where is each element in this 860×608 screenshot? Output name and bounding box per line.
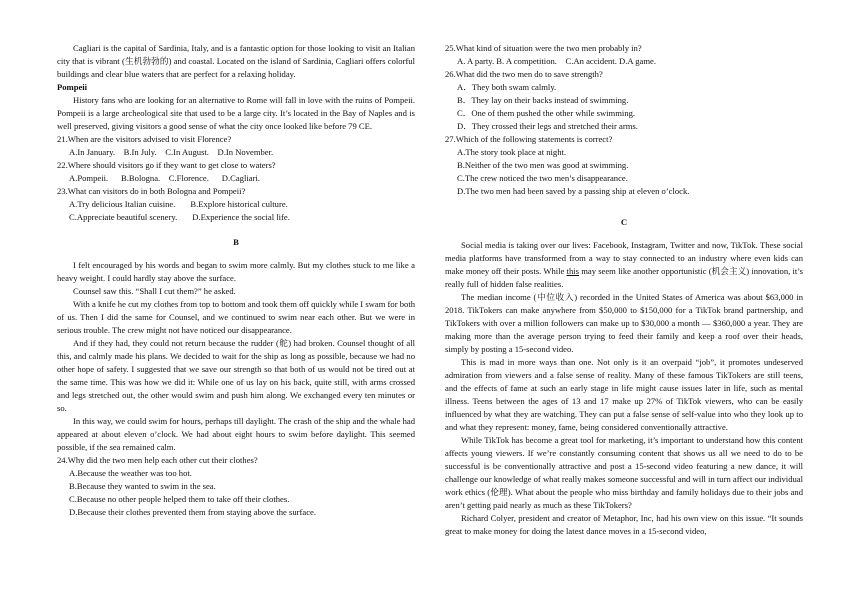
question-27-option: A.The story took place at night. — [457, 147, 567, 157]
passage-b-paragraph-5: In this way, we could swim for hours, perhaps till daylight. The crash of the ship and the whale had appeared at about eleven o’clock. We had about eight hours to swim before daylight. This seemed possible, if the sea remained calm. — [57, 416, 415, 452]
question-26-option: D．They crossed their legs and stretched their arms. — [457, 121, 638, 131]
passage-c-paragraph-2: The median income (中位收入) recorded in the United States of America was about $63,000 in 2018. TikTokers can make anywhere from $50,000 to $150,000 for a TikTok brand partnership, and TikTokers with over a million followers can make up to $30,000 a month — $360,000 a year. They are making more than the average person trying to feed their family and keep a roof over their heads, simply by posting a 15-second video. — [445, 292, 803, 354]
question-23-options-cd: C.Appreciate beautiful scenery. D.Experience the social life. — [69, 212, 290, 222]
question-26-option: A．They both swam calmly. — [457, 82, 557, 92]
question-21-options: A.In January. B.In July. C.In August. D.In November. — [69, 147, 274, 157]
underlined-word-this: this — [566, 266, 579, 276]
passage-c-paragraph-4: While TikTok has become a great tool for marketing, it’s important to understand how this content affects young viewers. If we’re constantly consuming content that shows us all we need to do to be successful is be conventionally attractive and post a 15-second video featuring a new dance, it will challenge our knowledge of what really makes someone successful and will in turn affect our individual work ethics (伦理). What about the people who miss birthday and family holidays due to their jobs and aren’t getting paid nearly as much as these TikTokers? — [445, 435, 803, 510]
question-22: 22.Where should visitors go if they want to get close to waters? — [57, 160, 276, 170]
passage-b-paragraph-3: With a knife he cut my clothes from top to bottom and took them off quickly while I swam for both of us. Then I did the same for Counsel, and we continued to swim near each other. But we were in serious trouble. The crew might not have noticed our disappearance. — [57, 299, 415, 335]
section-b-heading: B — [233, 237, 239, 247]
question-22-options: A.Pompeii. B.Bologna. C.Florence. D.Cagliari. — [69, 173, 260, 183]
right-column — [445, 42, 803, 538]
question-27-option: B.Neither of the two men was good at swimming. — [457, 160, 629, 170]
passage-c-paragraph-5: Richard Colyer, president and creator of Metaphor, Inc, had his own view on this issue. “It sounds great to make money for doing the latest dance moves in a 15-second video, — [445, 513, 803, 536]
question-26: 26.What did the two men do to save strength? — [445, 69, 603, 79]
passage-c-paragraph-1-start: Social media is taking over our lives: Facebook, Instagram, Twitter and now, TikTok. These social media platforms have transformed from a way to stay connected to an industry where even kids can make money off their posts. While — [445, 240, 803, 276]
section-c-heading: C — [620, 217, 628, 227]
passage-b-paragraph-4: And if they had, they could not return because the rudder (舵) had broken. Counsel thought of all this, and calmly made his plans. We decided to wait for the ship as long as possible, because we had no other hope of safety. I suggested that we save our strength so that both of us would not be tired out at the same time. This was how we did it: While one of us lay on his back, quite still, with arms crossed and legs stretched out, the other would swim and push him along. We exchanged every ten minutes or so. — [57, 338, 415, 413]
question-24-option: B.Because they wanted to swim in the sea. — [69, 481, 216, 491]
pompeii-heading: Pompeii — [57, 82, 88, 92]
question-23: 23.What can visitors do in both Bologna and Pompeii? — [57, 186, 246, 196]
pompeii-paragraph: History fans who are looking for an alternative to Rome will fall in love with the ruins of Pompeii. Pompeii is a large archeological site that used to be a large city. It’s located in the Bay of Naples and is well preserved, giving visitors a good sense of what the city once looked like before 79 CE. — [57, 95, 415, 131]
passage-b-paragraph-2: Counsel saw this. “Shall I cut them?” he asked. — [73, 286, 236, 296]
question-24-option: D.Because their clothes prevented them from staying above the surface. — [69, 507, 316, 517]
question-24-option: C.Because no other people helped them to take off their clothes. — [69, 494, 290, 504]
passage-c-paragraph-3: This is mad in more ways than one. Not only is it an overpaid “job”, it promotes undeserved admiration from viewers and a false sense of reality. Many of these famous TikTokers are still teens, and the effects of fame at such an early stage in life might cause issues later in life, such as mental illness. Teens between the ages of 13 and 17 make up 27% of TikTok viewers, who can be easily influenced by what they are watching. They can put a false sense of self-value into who they look up to and what they represent: money, fame, being considered conventionally attractive. — [445, 357, 803, 432]
question-24-option: A.Because the weather was too hot. — [69, 468, 192, 478]
passage-c-paragraph-1 — [445, 239, 803, 291]
question-26-option: C．One of them pushed the other while swimming. — [457, 108, 636, 118]
question-21: 21.When are the visitors advised to visit Florence? — [57, 134, 232, 144]
left-column — [57, 42, 415, 519]
question-23-options-ab: A.Try delicious Italian cuisine. B.Explore historical culture. — [69, 199, 288, 209]
question-26-option: B．They lay on their backs instead of swimming. — [457, 95, 629, 105]
passage-c-paragraph-1-end: may seem like another opportunistic (机会主义) innovation, it’s really full of hidden false realities. — [445, 266, 803, 289]
cagliari-paragraph: Cagliari is the capital of Sardinia, Italy, and is a fantastic option for those looking to visit an Italian city that is vibrant (生机勃勃的) and coastal. Located on the island of Sardinia, Cagliari offers colorful buildings and clear blue waters that are perfect for a relaxing holiday. — [57, 43, 415, 79]
question-27-option: D.The two men had been saved by a passing ship at eleven o’clock. — [457, 186, 690, 196]
question-24: 24.Why did the two men help each other cut their clothes? — [57, 455, 258, 465]
question-25: 25.What kind of situation were the two men probably in? — [445, 43, 642, 53]
question-27-option: C.The crew noticed the two men’s disappearance. — [457, 173, 628, 183]
question-25-options: A. A party. B. A competition. C.An accident. D.A game. — [457, 56, 656, 66]
passage-b-paragraph-1: I felt encouraged by his words and began to swim more calmly. But my clothes stuck to me like a heavy weight. I could hardly stay above the surface. — [57, 260, 415, 283]
question-27: 27.Which of the following statements is correct? — [445, 134, 613, 144]
